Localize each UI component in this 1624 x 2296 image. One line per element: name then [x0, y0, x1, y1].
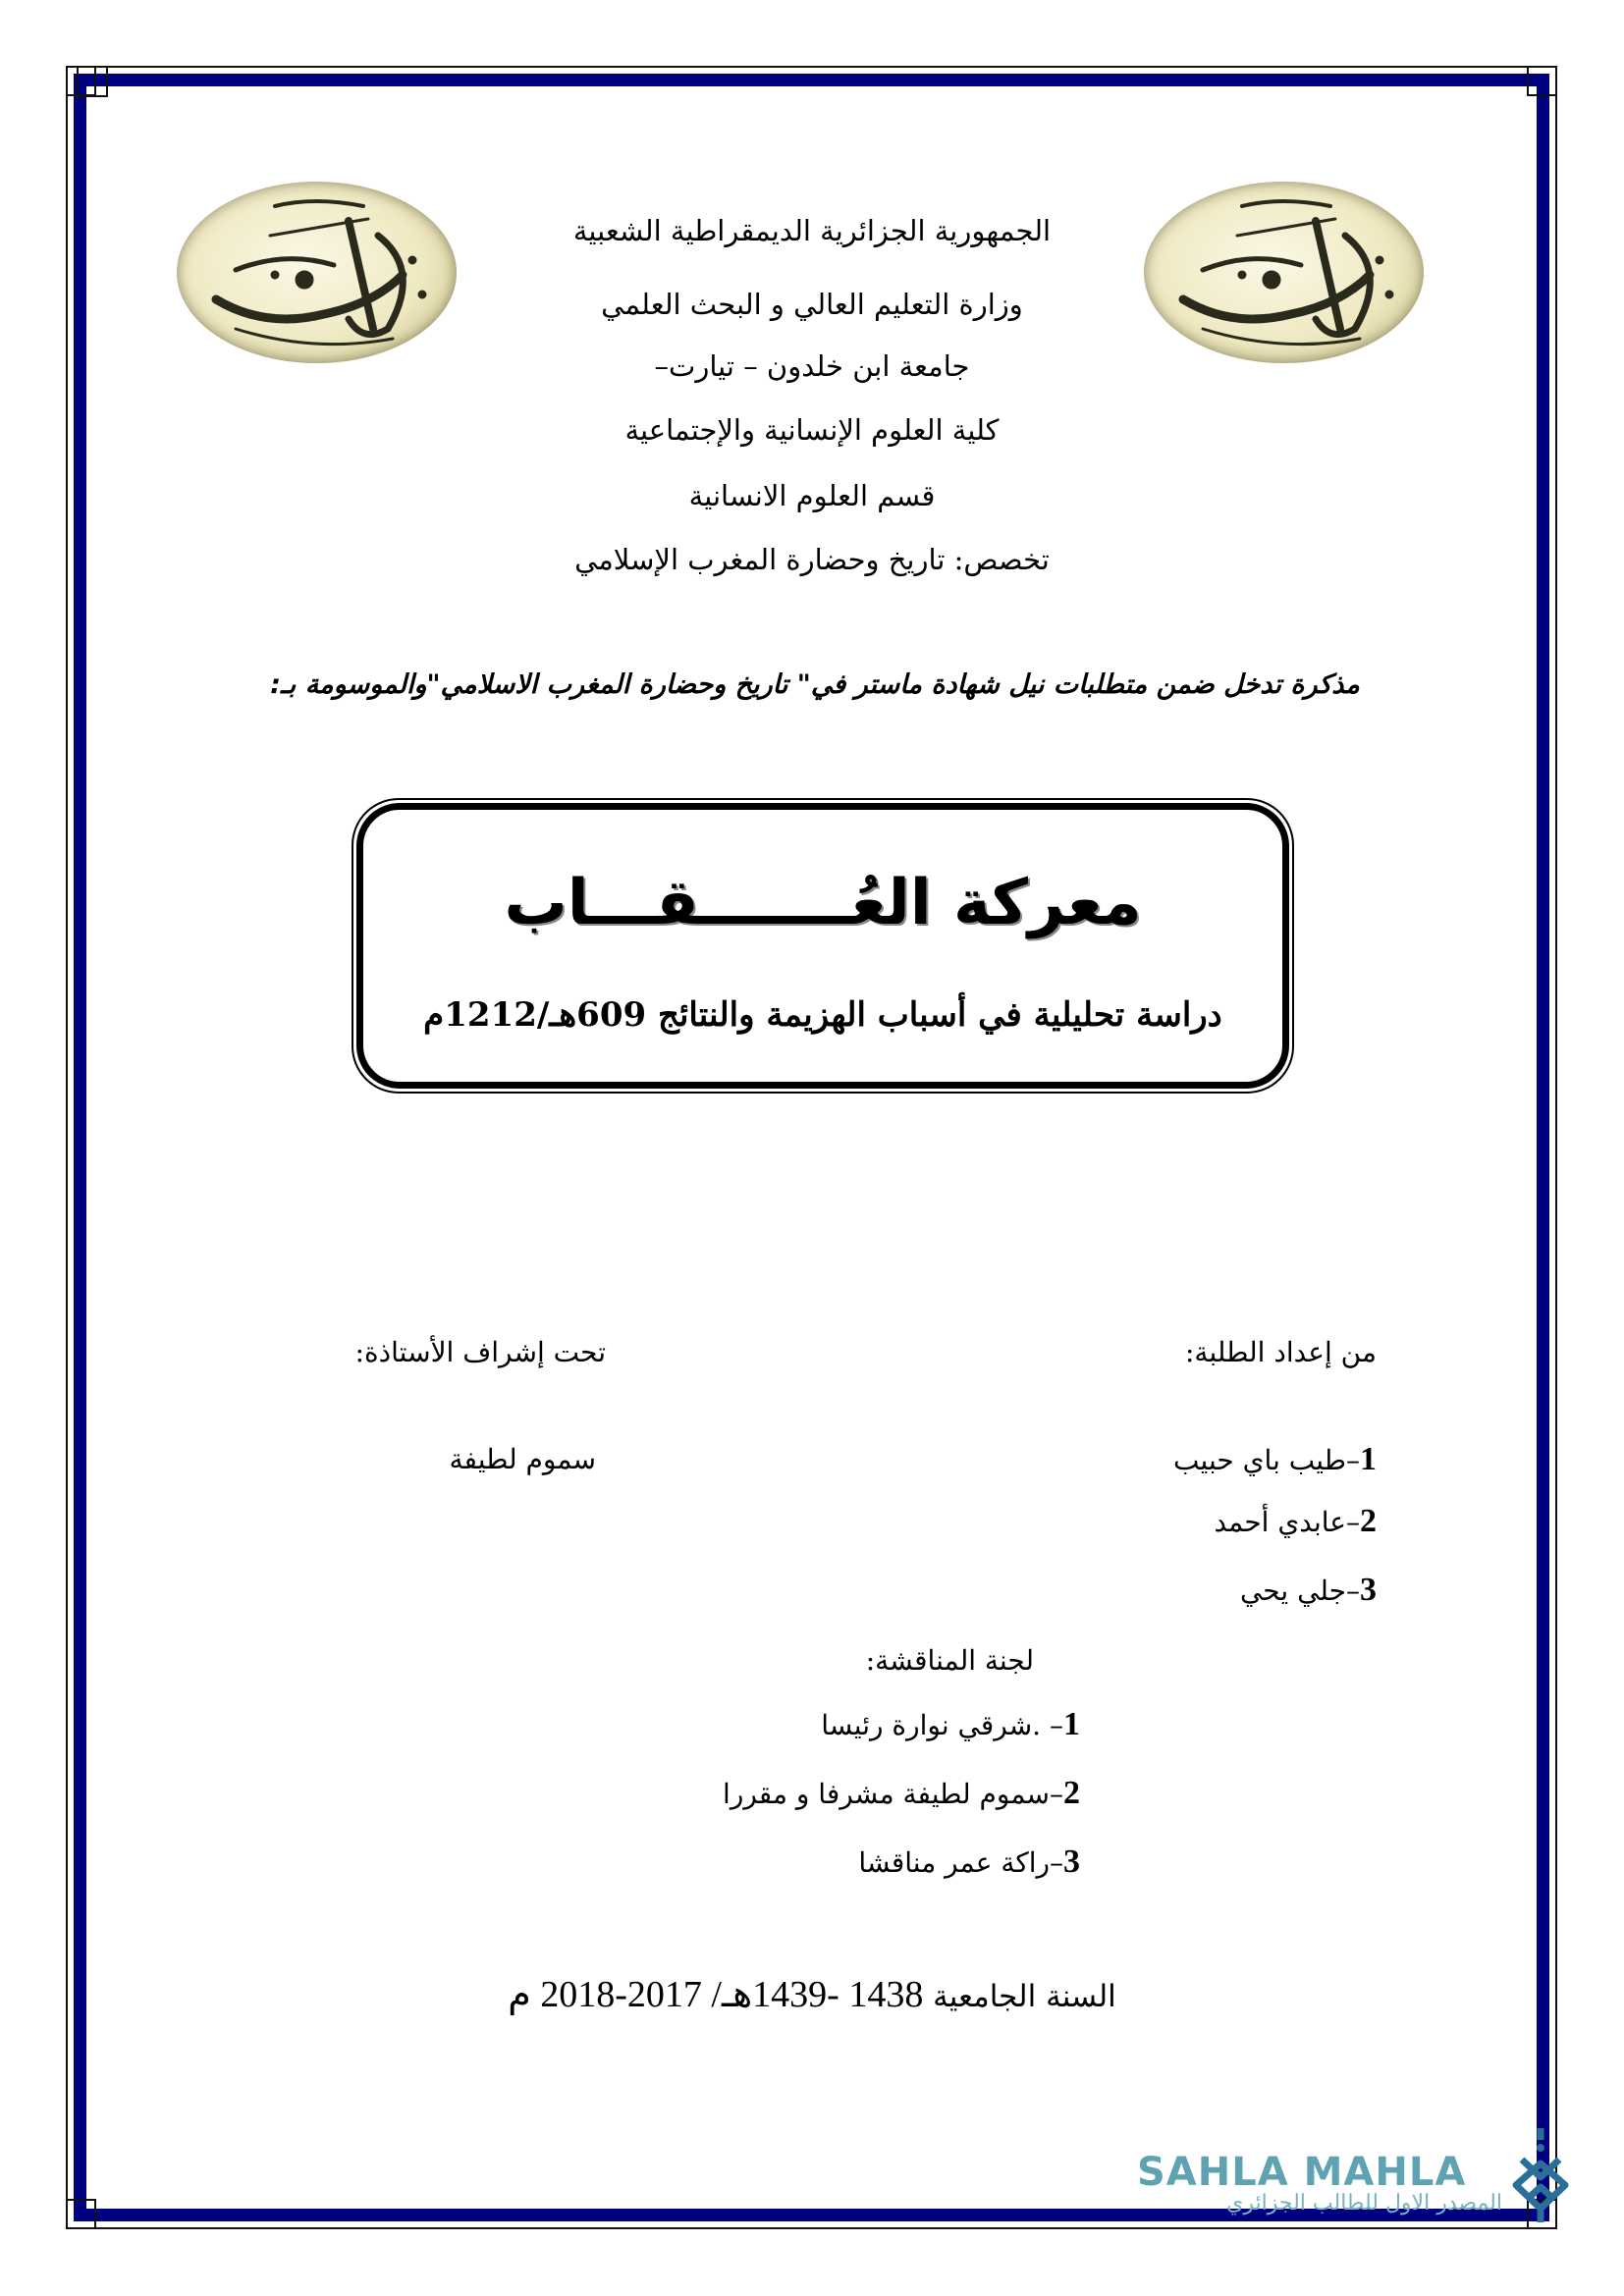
student-number: 2	[1360, 1503, 1377, 1539]
title-box-inner-border	[356, 803, 1289, 1089]
header-specialty: تخصص: تاريخ وحضارة المغرب الإسلامي	[574, 543, 1050, 576]
jury-text: –راكة عمر مناقشا	[858, 1846, 1063, 1879]
frame-corner-knot-bottom-left	[66, 2199, 96, 2229]
watermark-subtitle: المصدر الاول للطالب الجزائري	[1226, 2191, 1502, 2216]
student-name: –عابدي أحمد	[1214, 1506, 1360, 1538]
frame-corner-knot-top-right	[1527, 66, 1557, 96]
jury-item-3	[858, 1842, 1080, 1883]
jury-number: 2	[1063, 1775, 1080, 1811]
academic-year-value: 1438 -1439هـ/ 2017-2018 م	[508, 1974, 924, 2015]
jury-item-2	[723, 1774, 1080, 1814]
jury-item-1	[821, 1705, 1080, 1745]
jury-label: لجنة المناقشة:	[865, 1644, 1034, 1677]
student-number: 1	[1360, 1441, 1377, 1477]
university-logo-right	[1144, 182, 1424, 363]
thesis-intro: مذكرة تدخل ضمن متطلبات نيل شهادة ماستر في" تاريخ وحضارة المغرب الاسلامي"والموسومة بـ:	[270, 669, 1360, 700]
academic-year-label: السنة الجامعية	[933, 1979, 1116, 2014]
header-department: قسم العلوم الانسانية	[688, 479, 936, 512]
jury-number: 1	[1063, 1706, 1080, 1742]
student-number: 3	[1360, 1572, 1377, 1608]
header-ministry: وزارة التعليم العالي و البحث العلمي	[601, 288, 1023, 321]
student-item-1	[1173, 1440, 1377, 1480]
students-label: من إعداد الطلبة:	[1185, 1336, 1377, 1368]
university-logo-left	[177, 182, 457, 363]
jury-text: –سموم لطيفة مشرفا و مقررا	[723, 1778, 1063, 1810]
page-frame-navy-band	[74, 74, 1549, 2221]
jury-number: 3	[1063, 1843, 1080, 1880]
student-item-2	[1214, 1502, 1377, 1542]
frame-corner-knot-top-left-2	[77, 66, 108, 97]
student-name: –طيب باي حبيب	[1173, 1444, 1360, 1476]
supervisor-label: تحت إشراف الأستاذة:	[354, 1336, 606, 1368]
header-university: جامعة ابن خلدون – تيارت–	[654, 349, 970, 383]
jury-text: – .شرقي نوارة رئيسا	[821, 1709, 1063, 1741]
watermark-title: SAHLA MAHLA	[1137, 2150, 1467, 2195]
supervisor-name: سموم لطيفة	[449, 1443, 596, 1475]
calligraphy-seal-icon	[177, 182, 457, 363]
calligraphy-seal-icon	[1144, 182, 1424, 363]
academic-year	[0, 1973, 1624, 2018]
sahla-mahla-logo-icon	[1508, 2120, 1573, 2228]
student-name: –جلي يحي	[1239, 1575, 1360, 1607]
header-republic: الجمهورية الجزائرية الديمقراطية الشعبية	[572, 214, 1052, 247]
header-faculty: كلية العلوم الإنسانية والإجتماعية	[624, 413, 1000, 447]
thesis-title: معركة العُـــــــقـــاب	[504, 867, 1142, 939]
student-item-3	[1240, 1571, 1377, 1611]
thesis-subtitle: دراسة تحليلية في أسباب الهزيمة والنتائج 609هـ/1212م	[423, 995, 1222, 1035]
